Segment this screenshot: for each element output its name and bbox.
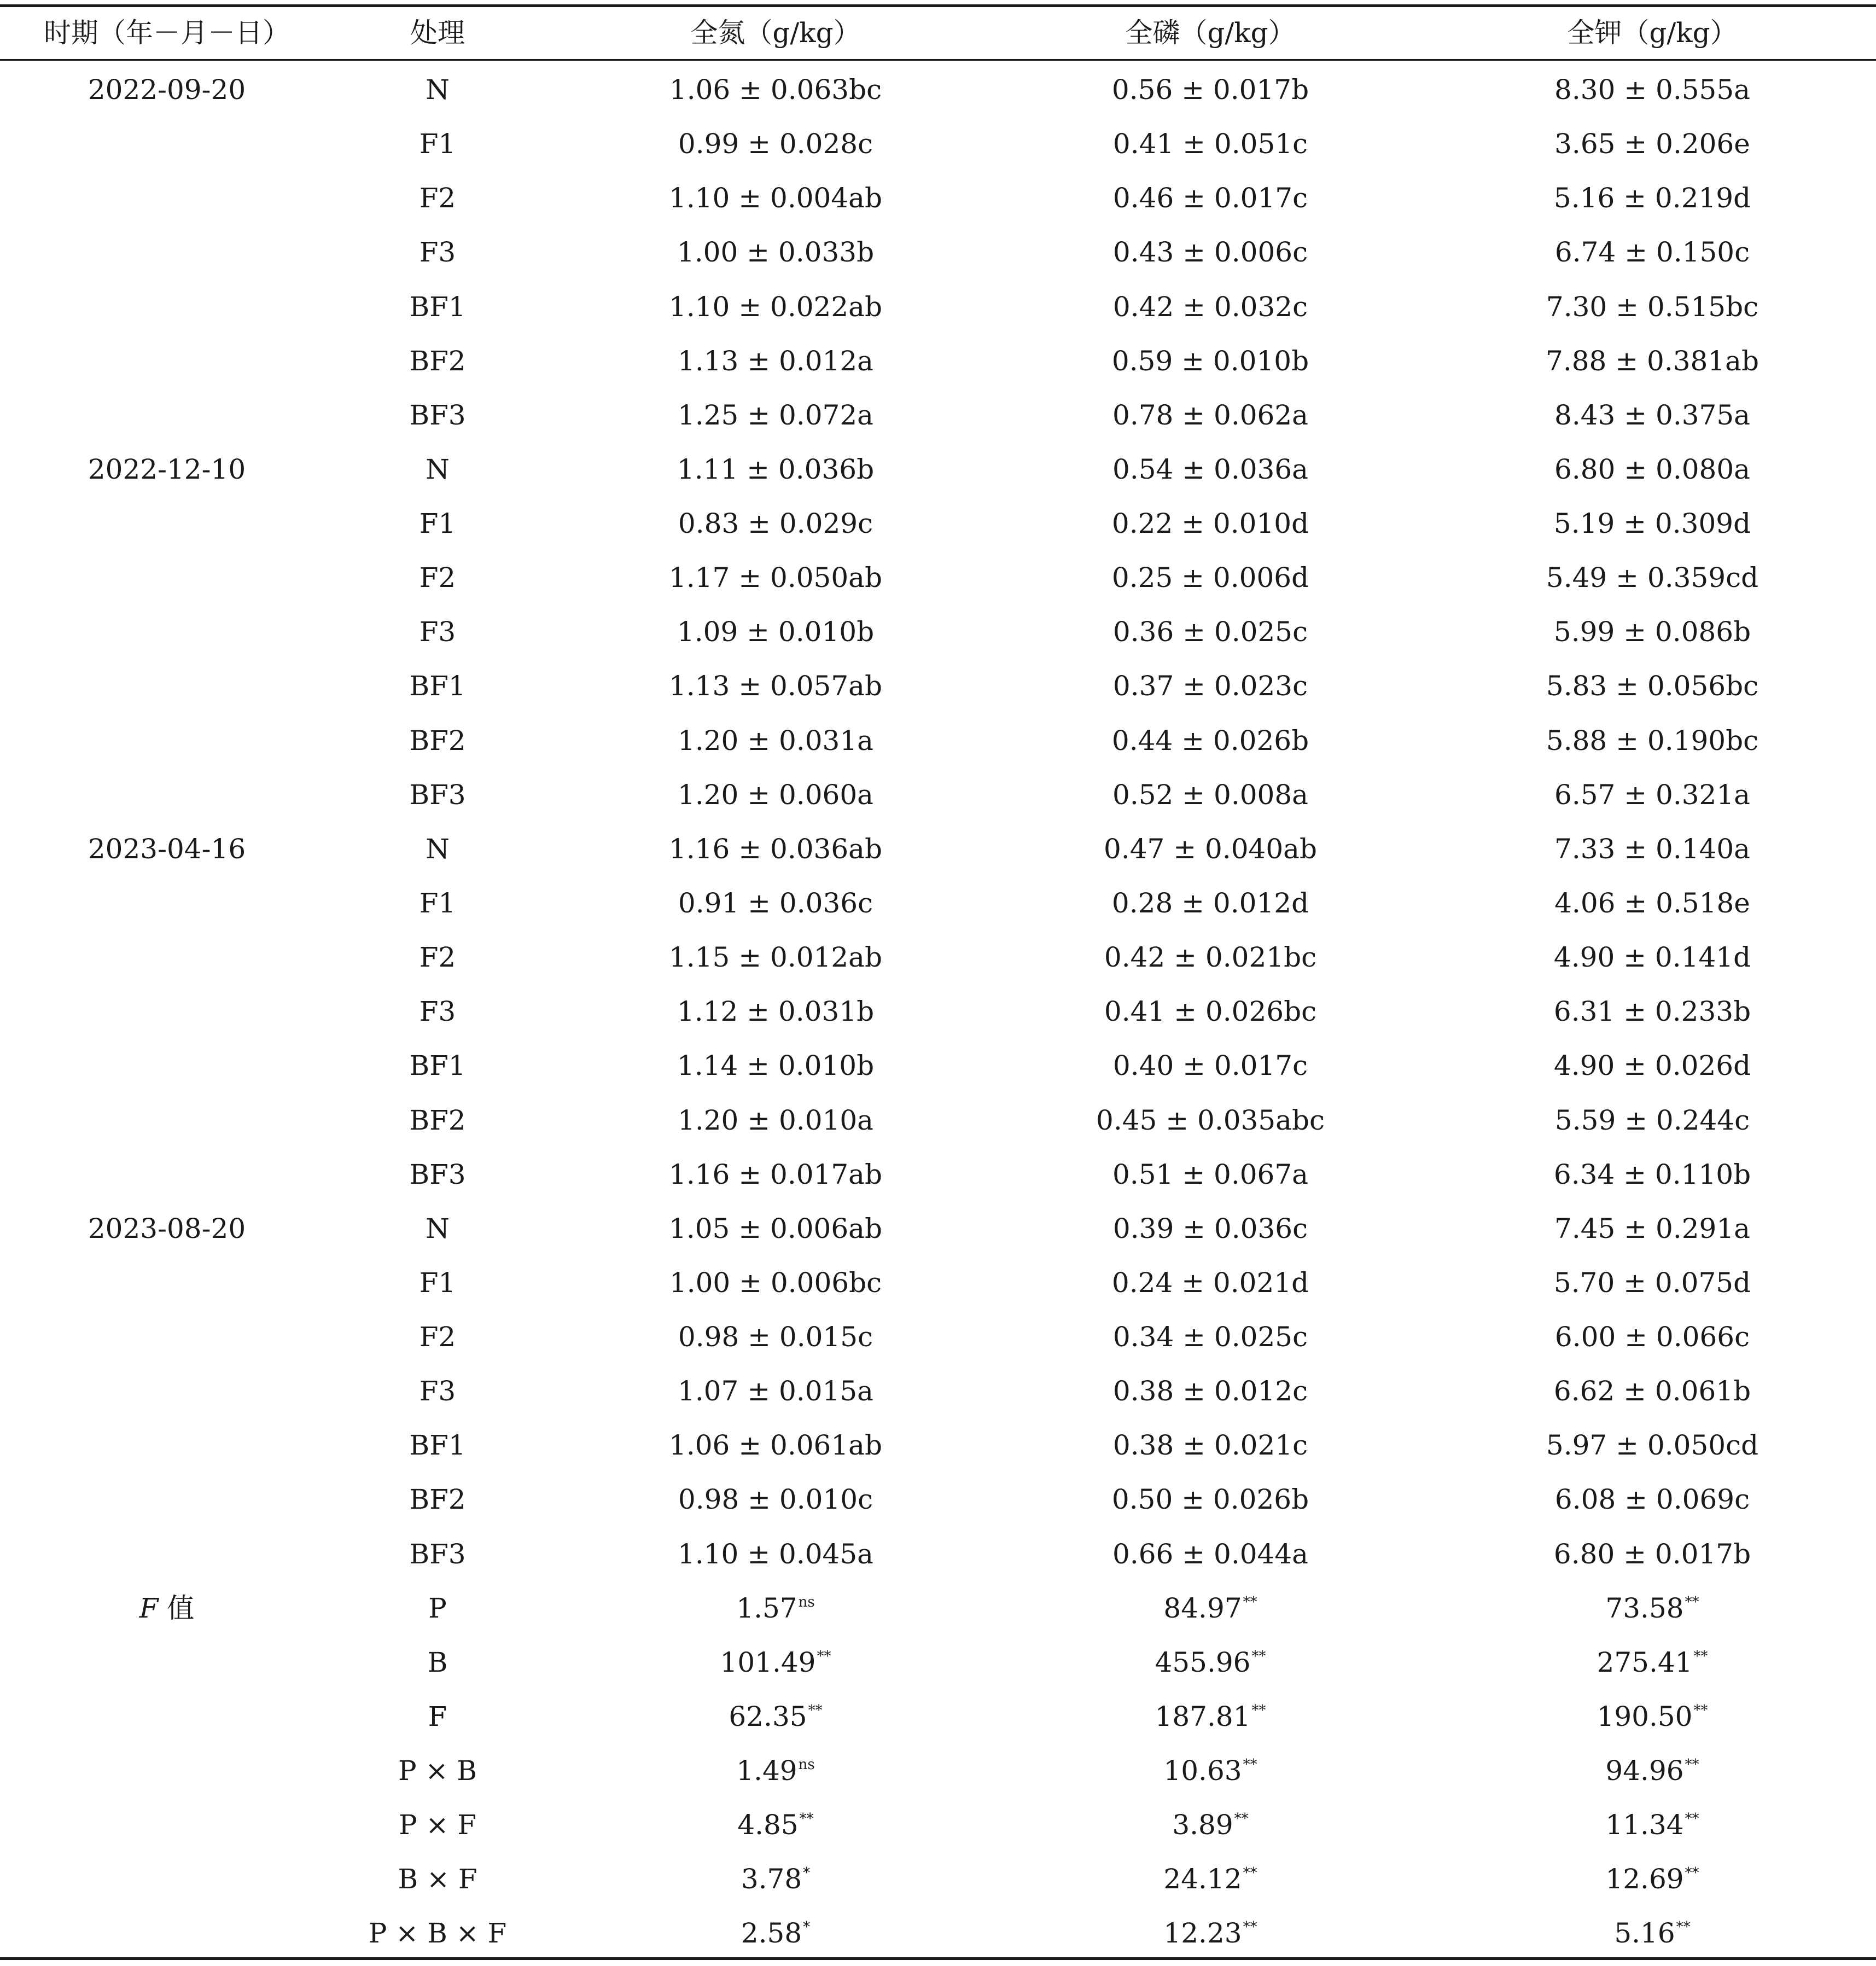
significance-mark: ** <box>1234 1811 1249 1828</box>
f-value: 190.50 <box>1597 1700 1693 1732</box>
total-n-cell: 0.98 ± 0.015c <box>678 1321 873 1353</box>
f-value-label-text: 值 <box>158 1592 195 1624</box>
treatment-cell: BF1 <box>409 670 466 702</box>
total-k-cell: 7.45 ± 0.291a <box>1554 1212 1750 1244</box>
total-k-cell: 6.62 ± 0.061b <box>1553 1375 1751 1407</box>
total-p-cell: 0.41 ± 0.051c <box>1112 128 1308 160</box>
total-k-cell: 7.30 ± 0.515bc <box>1546 290 1759 323</box>
total-n-cell: 1.00 ± 0.033b <box>677 236 875 269</box>
total-n-cell: 1.13 ± 0.057ab <box>669 670 882 702</box>
total-k-cell: 6.31 ± 0.233b <box>1553 996 1751 1028</box>
total-p-cell: 0.39 ± 0.036c <box>1112 1212 1308 1244</box>
significance-mark: ** <box>1693 1648 1708 1665</box>
total-n-cell: 1.14 ± 0.010b <box>677 1050 875 1082</box>
significance-mark: ** <box>1676 1919 1691 1936</box>
total-p-cell: 0.46 ± 0.017c <box>1112 182 1308 214</box>
f-value-label <box>139 1592 195 1625</box>
f-p-cell <box>1163 1863 1257 1895</box>
f-n-cell <box>737 1808 813 1841</box>
significance-mark: ns <box>798 1756 815 1773</box>
f-value: 1.57 <box>736 1592 797 1624</box>
f-source-cell: B × F <box>398 1863 477 1895</box>
header-treatment: 处理 <box>410 17 465 49</box>
total-k-cell: 6.34 ± 0.110b <box>1553 1158 1751 1190</box>
total-n-cell: 0.99 ± 0.028c <box>678 128 873 160</box>
total-k-cell: 5.88 ± 0.190bc <box>1546 724 1759 757</box>
f-value: 4.85 <box>737 1809 799 1841</box>
total-n-cell: 1.16 ± 0.036ab <box>669 833 882 865</box>
f-k-cell <box>1597 1646 1708 1679</box>
treatment-cell: F2 <box>419 941 456 974</box>
total-n-cell: 1.25 ± 0.072a <box>678 399 873 431</box>
f-k-cell <box>1605 1863 1699 1895</box>
period-date: 2022-09-20 <box>88 74 246 106</box>
treatment-cell: BF2 <box>409 724 466 757</box>
total-n-cell: 1.09 ± 0.010b <box>677 616 875 648</box>
total-p-cell: 0.25 ± 0.006d <box>1111 562 1309 594</box>
treatment-cell: F3 <box>419 236 456 269</box>
total-p-cell: 0.24 ± 0.021d <box>1111 1266 1309 1299</box>
f-k-cell <box>1614 1917 1690 1950</box>
f-value: 275.41 <box>1597 1646 1693 1678</box>
total-k-cell: 8.30 ± 0.555a <box>1554 74 1750 106</box>
significance-mark: ** <box>1243 1865 1257 1882</box>
total-p-cell: 0.40 ± 0.017c <box>1112 1050 1308 1082</box>
treatment-cell: BF2 <box>409 345 466 377</box>
header-period: 时期（年－月－日） <box>44 17 290 49</box>
significance-mark: * <box>803 1865 811 1882</box>
total-n-cell: 1.12 ± 0.031b <box>677 996 875 1028</box>
total-n-cell: 1.10 ± 0.045a <box>678 1538 873 1570</box>
f-k-cell <box>1597 1700 1708 1733</box>
f-source-cell: P × B <box>398 1755 477 1787</box>
total-p-cell: 0.34 ± 0.025c <box>1112 1321 1308 1353</box>
f-value: 24.12 <box>1163 1863 1242 1895</box>
total-k-cell: 5.49 ± 0.359cd <box>1546 562 1759 594</box>
total-k-cell: 6.80 ± 0.080a <box>1554 453 1750 485</box>
f-n-cell <box>736 1592 814 1625</box>
significance-mark: ** <box>1251 1648 1266 1665</box>
total-k-cell: 5.59 ± 0.244c <box>1554 1104 1750 1136</box>
total-n-cell: 1.00 ± 0.006bc <box>669 1266 882 1299</box>
total-n-cell: 1.10 ± 0.004ab <box>669 182 882 214</box>
total-k-cell: 6.80 ± 0.017b <box>1553 1538 1751 1570</box>
total-p-cell: 0.38 ± 0.021c <box>1112 1429 1308 1462</box>
significance-mark: ns <box>798 1593 815 1610</box>
f-p-cell <box>1163 1754 1257 1787</box>
total-n-cell: 1.11 ± 0.036b <box>677 453 875 485</box>
total-k-cell: 5.97 ± 0.050cd <box>1546 1429 1759 1462</box>
total-p-cell: 0.42 ± 0.021bc <box>1104 941 1317 974</box>
total-k-cell: 6.57 ± 0.321a <box>1554 778 1750 811</box>
total-n-cell: 1.15 ± 0.012ab <box>669 941 882 974</box>
f-value: 187.81 <box>1155 1700 1251 1732</box>
significance-mark: ** <box>799 1811 814 1828</box>
total-p-cell: 0.50 ± 0.026b <box>1111 1484 1309 1516</box>
f-n-cell <box>729 1700 822 1733</box>
treatment-cell: BF3 <box>409 399 466 431</box>
total-n-cell: 1.17 ± 0.050ab <box>669 562 882 594</box>
total-k-cell: 4.90 ± 0.026d <box>1553 1050 1751 1082</box>
f-n-cell <box>736 1754 814 1787</box>
treatment-cell: F3 <box>419 616 456 648</box>
significance-mark: ** <box>1243 1756 1257 1773</box>
f-n-cell <box>741 1863 810 1895</box>
total-k-cell: 8.43 ± 0.375a <box>1554 399 1750 431</box>
significance-mark: * <box>803 1919 811 1936</box>
f-value: 11.34 <box>1605 1809 1684 1841</box>
period-date: 2022-12-10 <box>88 453 246 485</box>
f-value: 62.35 <box>729 1700 807 1732</box>
significance-mark: ** <box>1685 1865 1699 1882</box>
f-n-cell <box>720 1646 831 1679</box>
total-n-cell: 1.05 ± 0.006ab <box>669 1212 882 1244</box>
f-value: 3.89 <box>1172 1809 1233 1841</box>
f-p-cell <box>1155 1646 1266 1679</box>
total-p-cell: 0.66 ± 0.044a <box>1112 1538 1308 1570</box>
treatment-cell: BF1 <box>409 290 466 323</box>
treatment-cell: BF1 <box>409 1050 466 1082</box>
total-p-cell: 0.37 ± 0.023c <box>1112 670 1308 702</box>
total-n-cell: 1.06 ± 0.061ab <box>669 1429 882 1462</box>
total-p-cell: 0.56 ± 0.017b <box>1111 74 1309 106</box>
total-k-cell: 7.88 ± 0.381ab <box>1546 345 1759 377</box>
significance-mark: ** <box>1685 1756 1699 1773</box>
treatment-cell: BF2 <box>409 1484 466 1516</box>
total-k-cell: 5.99 ± 0.086b <box>1553 616 1751 648</box>
f-value: 1.49 <box>736 1755 797 1787</box>
total-k-cell: 4.06 ± 0.518e <box>1554 887 1750 919</box>
f-value: 84.97 <box>1163 1592 1242 1624</box>
total-n-cell: 1.20 ± 0.031a <box>678 724 873 757</box>
significance-mark: ** <box>1243 1919 1257 1936</box>
total-p-cell: 0.54 ± 0.036a <box>1112 453 1308 485</box>
total-p-cell: 0.47 ± 0.040ab <box>1104 833 1317 865</box>
f-value: 94.96 <box>1605 1755 1684 1787</box>
total-k-cell: 5.19 ± 0.309d <box>1553 508 1751 539</box>
total-n-cell: 0.83 ± 0.029c <box>678 508 873 539</box>
f-source-cell: B <box>427 1646 448 1678</box>
total-n-cell: 1.16 ± 0.017ab <box>669 1158 882 1190</box>
significance-mark: ** <box>1685 1593 1699 1610</box>
total-p-cell: 0.28 ± 0.012d <box>1111 887 1309 919</box>
f-p-cell <box>1163 1917 1257 1950</box>
significance-mark: ** <box>1693 1702 1708 1719</box>
total-k-cell: 5.83 ± 0.056bc <box>1546 670 1759 702</box>
header-total-p: 全磷（g/kg） <box>1125 17 1296 49</box>
table-bottom-rule <box>0 1957 1876 1960</box>
total-n-cell: 1.20 ± 0.060a <box>678 778 873 811</box>
f-value: 101.49 <box>720 1646 816 1678</box>
treatment-cell: F2 <box>419 562 456 594</box>
f-value: 73.58 <box>1605 1592 1684 1624</box>
total-p-cell: 0.43 ± 0.006c <box>1112 236 1308 269</box>
treatment-cell: F1 <box>419 887 456 919</box>
treatment-cell: F2 <box>419 182 456 214</box>
treatment-cell: F1 <box>419 128 456 160</box>
f-value: 455.96 <box>1155 1646 1251 1678</box>
total-p-cell: 0.36 ± 0.025c <box>1112 616 1308 648</box>
treatment-cell: BF3 <box>409 1538 466 1570</box>
total-p-cell: 0.51 ± 0.067a <box>1112 1158 1308 1190</box>
header-total-k: 全钾（g/kg） <box>1567 17 1738 49</box>
treatment-cell: BF2 <box>409 1104 466 1136</box>
f-value: 5.16 <box>1614 1917 1675 1950</box>
f-source-cell: P <box>428 1592 447 1624</box>
significance-mark: ** <box>817 1648 831 1665</box>
period-date: 2023-08-20 <box>88 1212 246 1244</box>
total-n-cell: 1.07 ± 0.015a <box>678 1375 873 1407</box>
total-n-cell: 1.13 ± 0.012a <box>678 345 873 377</box>
total-k-cell: 6.08 ± 0.069c <box>1554 1484 1750 1516</box>
f-source-cell: F <box>428 1700 447 1732</box>
total-p-cell: 0.41 ± 0.026bc <box>1104 996 1317 1028</box>
treatment-cell: BF3 <box>409 1158 466 1190</box>
treatment-cell: N <box>426 453 450 485</box>
f-p-cell <box>1155 1700 1266 1733</box>
total-n-cell: 0.91 ± 0.036c <box>678 887 873 919</box>
total-p-cell: 0.22 ± 0.010d <box>1111 508 1309 539</box>
f-value: 12.69 <box>1605 1863 1684 1895</box>
f-k-cell <box>1605 1754 1699 1787</box>
total-k-cell: 3.65 ± 0.206e <box>1554 128 1750 160</box>
treatment-cell: BF1 <box>409 1429 466 1462</box>
table-top-rule <box>0 4 1876 7</box>
treatment-cell: BF3 <box>409 778 466 811</box>
significance-mark: ** <box>1251 1702 1266 1719</box>
total-p-cell: 0.44 ± 0.026b <box>1111 724 1309 757</box>
significance-mark: ** <box>808 1702 823 1719</box>
f-p-cell <box>1172 1808 1248 1841</box>
treatment-cell: F1 <box>419 1266 456 1299</box>
total-k-cell: 4.90 ± 0.141d <box>1553 941 1751 974</box>
f-value: 10.63 <box>1163 1755 1242 1787</box>
table-header-rule <box>0 59 1876 61</box>
total-p-cell: 0.59 ± 0.010b <box>1111 345 1309 377</box>
total-p-cell: 0.78 ± 0.062a <box>1112 399 1308 431</box>
f-p-cell <box>1163 1592 1257 1625</box>
total-n-cell: 1.20 ± 0.010a <box>678 1104 873 1136</box>
total-k-cell: 6.00 ± 0.066c <box>1554 1321 1750 1353</box>
f-k-cell <box>1605 1808 1699 1841</box>
f-value: 2.58 <box>741 1917 802 1950</box>
total-k-cell: 5.70 ± 0.075d <box>1553 1266 1751 1299</box>
period-date: 2023-04-16 <box>88 833 246 865</box>
f-k-cell <box>1605 1592 1699 1625</box>
header-total-n: 全氮（g/kg） <box>690 17 861 49</box>
f-value: 3.78 <box>741 1863 802 1895</box>
treatment-cell: F3 <box>419 996 456 1028</box>
treatment-cell: F3 <box>419 1375 456 1407</box>
total-k-cell: 5.16 ± 0.219d <box>1553 182 1751 214</box>
f-source-cell: P × B × F <box>368 1917 507 1950</box>
total-n-cell: 1.10 ± 0.022ab <box>669 290 882 323</box>
total-p-cell: 0.42 ± 0.032c <box>1112 290 1308 323</box>
f-value: 12.23 <box>1163 1917 1242 1950</box>
total-p-cell: 0.45 ± 0.035abc <box>1096 1104 1325 1136</box>
f-source-cell: P × F <box>398 1809 477 1841</box>
treatment-cell: N <box>426 833 450 865</box>
total-n-cell: 1.06 ± 0.063bc <box>669 74 882 106</box>
total-k-cell: 7.33 ± 0.140a <box>1554 833 1750 865</box>
total-n-cell: 0.98 ± 0.010c <box>678 1484 873 1516</box>
f-value-label-italic: F <box>139 1592 159 1624</box>
treatment-cell: F2 <box>419 1321 456 1353</box>
total-k-cell: 6.74 ± 0.150c <box>1554 236 1750 269</box>
total-p-cell: 0.52 ± 0.008a <box>1112 778 1308 811</box>
treatment-cell: N <box>426 74 450 106</box>
significance-mark: ** <box>1243 1593 1257 1610</box>
treatment-cell: N <box>426 1212 450 1244</box>
f-n-cell <box>741 1917 810 1950</box>
significance-mark: ** <box>1685 1811 1699 1828</box>
treatment-cell: F1 <box>419 508 456 539</box>
total-p-cell: 0.38 ± 0.012c <box>1112 1375 1308 1407</box>
